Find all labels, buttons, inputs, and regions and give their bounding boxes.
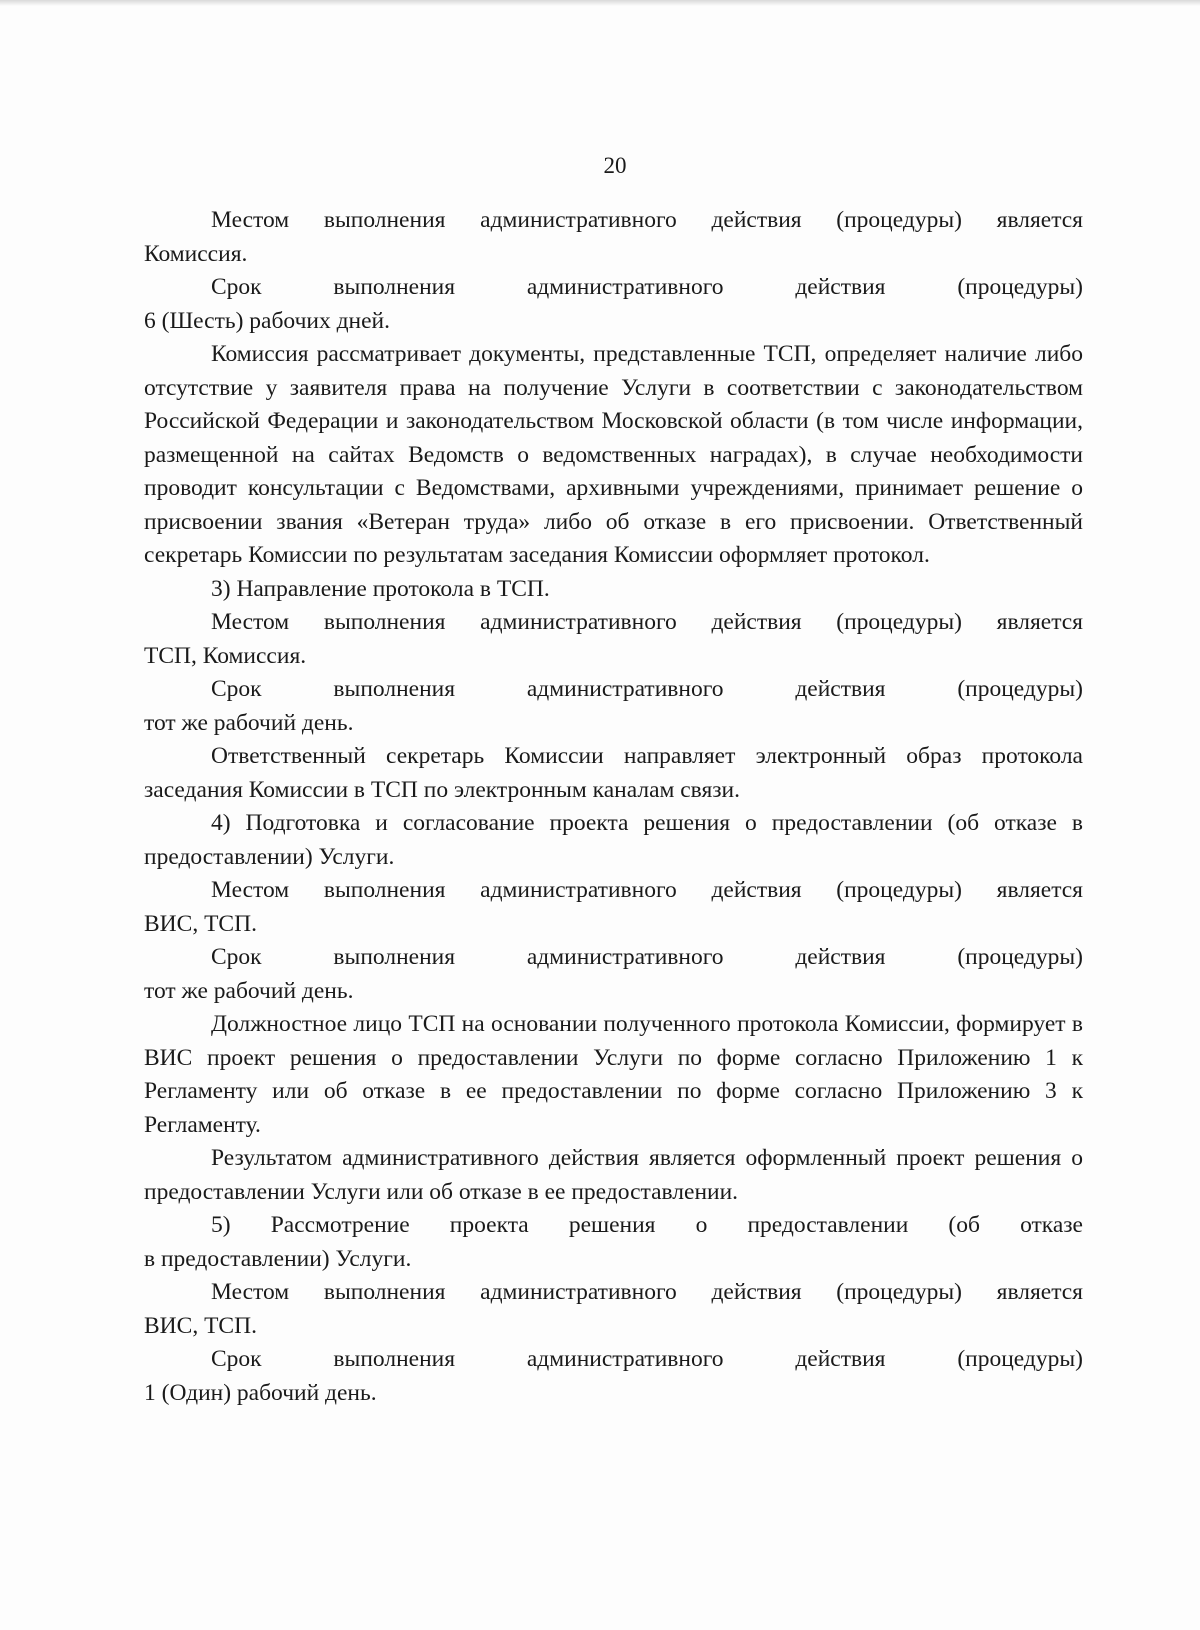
paragraph-line: тот же рабочий день. (144, 709, 354, 736)
paragraph-line: ТСП, Комиссия. (144, 642, 307, 669)
paragraph-line: Местом выполнения административного действия (процедуры) является (211, 207, 1083, 233)
paragraph-commission-review: Комиссия рассматривает документы, представленные ТСП, определяет наличие либо отсутствие у заявителя права на получение Услуги в соответствии с законодательством Российской Федерации и законодательством Московской области (в том числе информации, размещенной на сайтах Ведомств о ведомственных наградах), в случае необходимости проводит консультации с Ведомствами, архивными учреждениями, принимает решение о присвоении звания «Ветеран труда» либо об отказе в его присвоении. Ответственный секретарь Комиссии по результатам заседания Комиссии оформляет протокол. (144, 341, 1083, 568)
paragraph-line: Срок выполнения административного действия (процедуры) (211, 1346, 1083, 1372)
paragraph-step-3-heading: 3) Направление протокола в ТСП. (211, 575, 550, 602)
paragraph-term-one-day (144, 1343, 1083, 1410)
paragraph-place-vis-tsp (144, 1276, 1083, 1343)
scan-edge (0, 0, 1200, 6)
paragraph-term-same-day (144, 673, 1083, 740)
document-body (144, 204, 1083, 1410)
paragraph-line: Срок выполнения административного действия (процедуры) (211, 944, 1083, 970)
paragraph-line: Местом выполнения административного действия (процедуры) является (211, 609, 1083, 635)
page-number: 20 (603, 153, 627, 178)
paragraph-line: Срок выполнения административного действия (процедуры) (211, 274, 1083, 300)
paragraph-line: 6 (Шесть) рабочих дней. (144, 307, 391, 334)
paragraph-line: Местом выполнения административного действия (процедуры) является (211, 1279, 1083, 1305)
paragraph-secretary-sends: Ответственный секретарь Комиссии направляет электронный образ протокола заседания Комиссии в ТСП по электронным каналам связи. (144, 743, 1083, 803)
paragraph-line: Местом выполнения административного действия (процедуры) является (211, 877, 1083, 903)
paragraph-place-tsp-commission (144, 606, 1083, 673)
paragraph-term-six-days (144, 271, 1083, 338)
paragraph-line: ВИС, ТСП. (144, 1312, 257, 1339)
paragraph-line: тот же рабочий день. (144, 977, 354, 1004)
paragraph-line: 1 (Один) рабочий день. (144, 1379, 377, 1406)
paragraph-place-vis-tsp (144, 874, 1083, 941)
paragraph-step-4-heading: 4) Подготовка и согласование проекта решения о предоставлении (об отказе в предоставлении) Услуги. (144, 810, 1083, 870)
paragraph-step-5-heading (144, 1209, 1083, 1276)
paragraph-official-forms-draft: Должностное лицо ТСП на основании полученного протокола Комиссии, формирует в ВИС проект решения о предоставлении Услуги по форме согласно Приложению 1 к Регламенту или об отказе в ее предоставлении по форме согласно Приложению 3 к Регламенту. (144, 1011, 1083, 1138)
paragraph-result: Результатом административного действия является оформленный проект решения о предоставлении Услуги или об отказе в ее предоставлении. (144, 1145, 1083, 1205)
paragraph-line: Срок выполнения административного действия (процедуры) (211, 676, 1083, 702)
paragraph-line: Комиссия. (144, 240, 248, 267)
paragraph-place-commission (144, 204, 1083, 271)
paragraph-line: 5) Рассмотрение проекта решения о предоставлении (об отказе (211, 1212, 1083, 1238)
paragraph-line: ВИС, ТСП. (144, 910, 257, 937)
paragraph-line: в предоставлении) Услуги. (144, 1245, 412, 1272)
paragraph-term-same-day (144, 941, 1083, 1008)
